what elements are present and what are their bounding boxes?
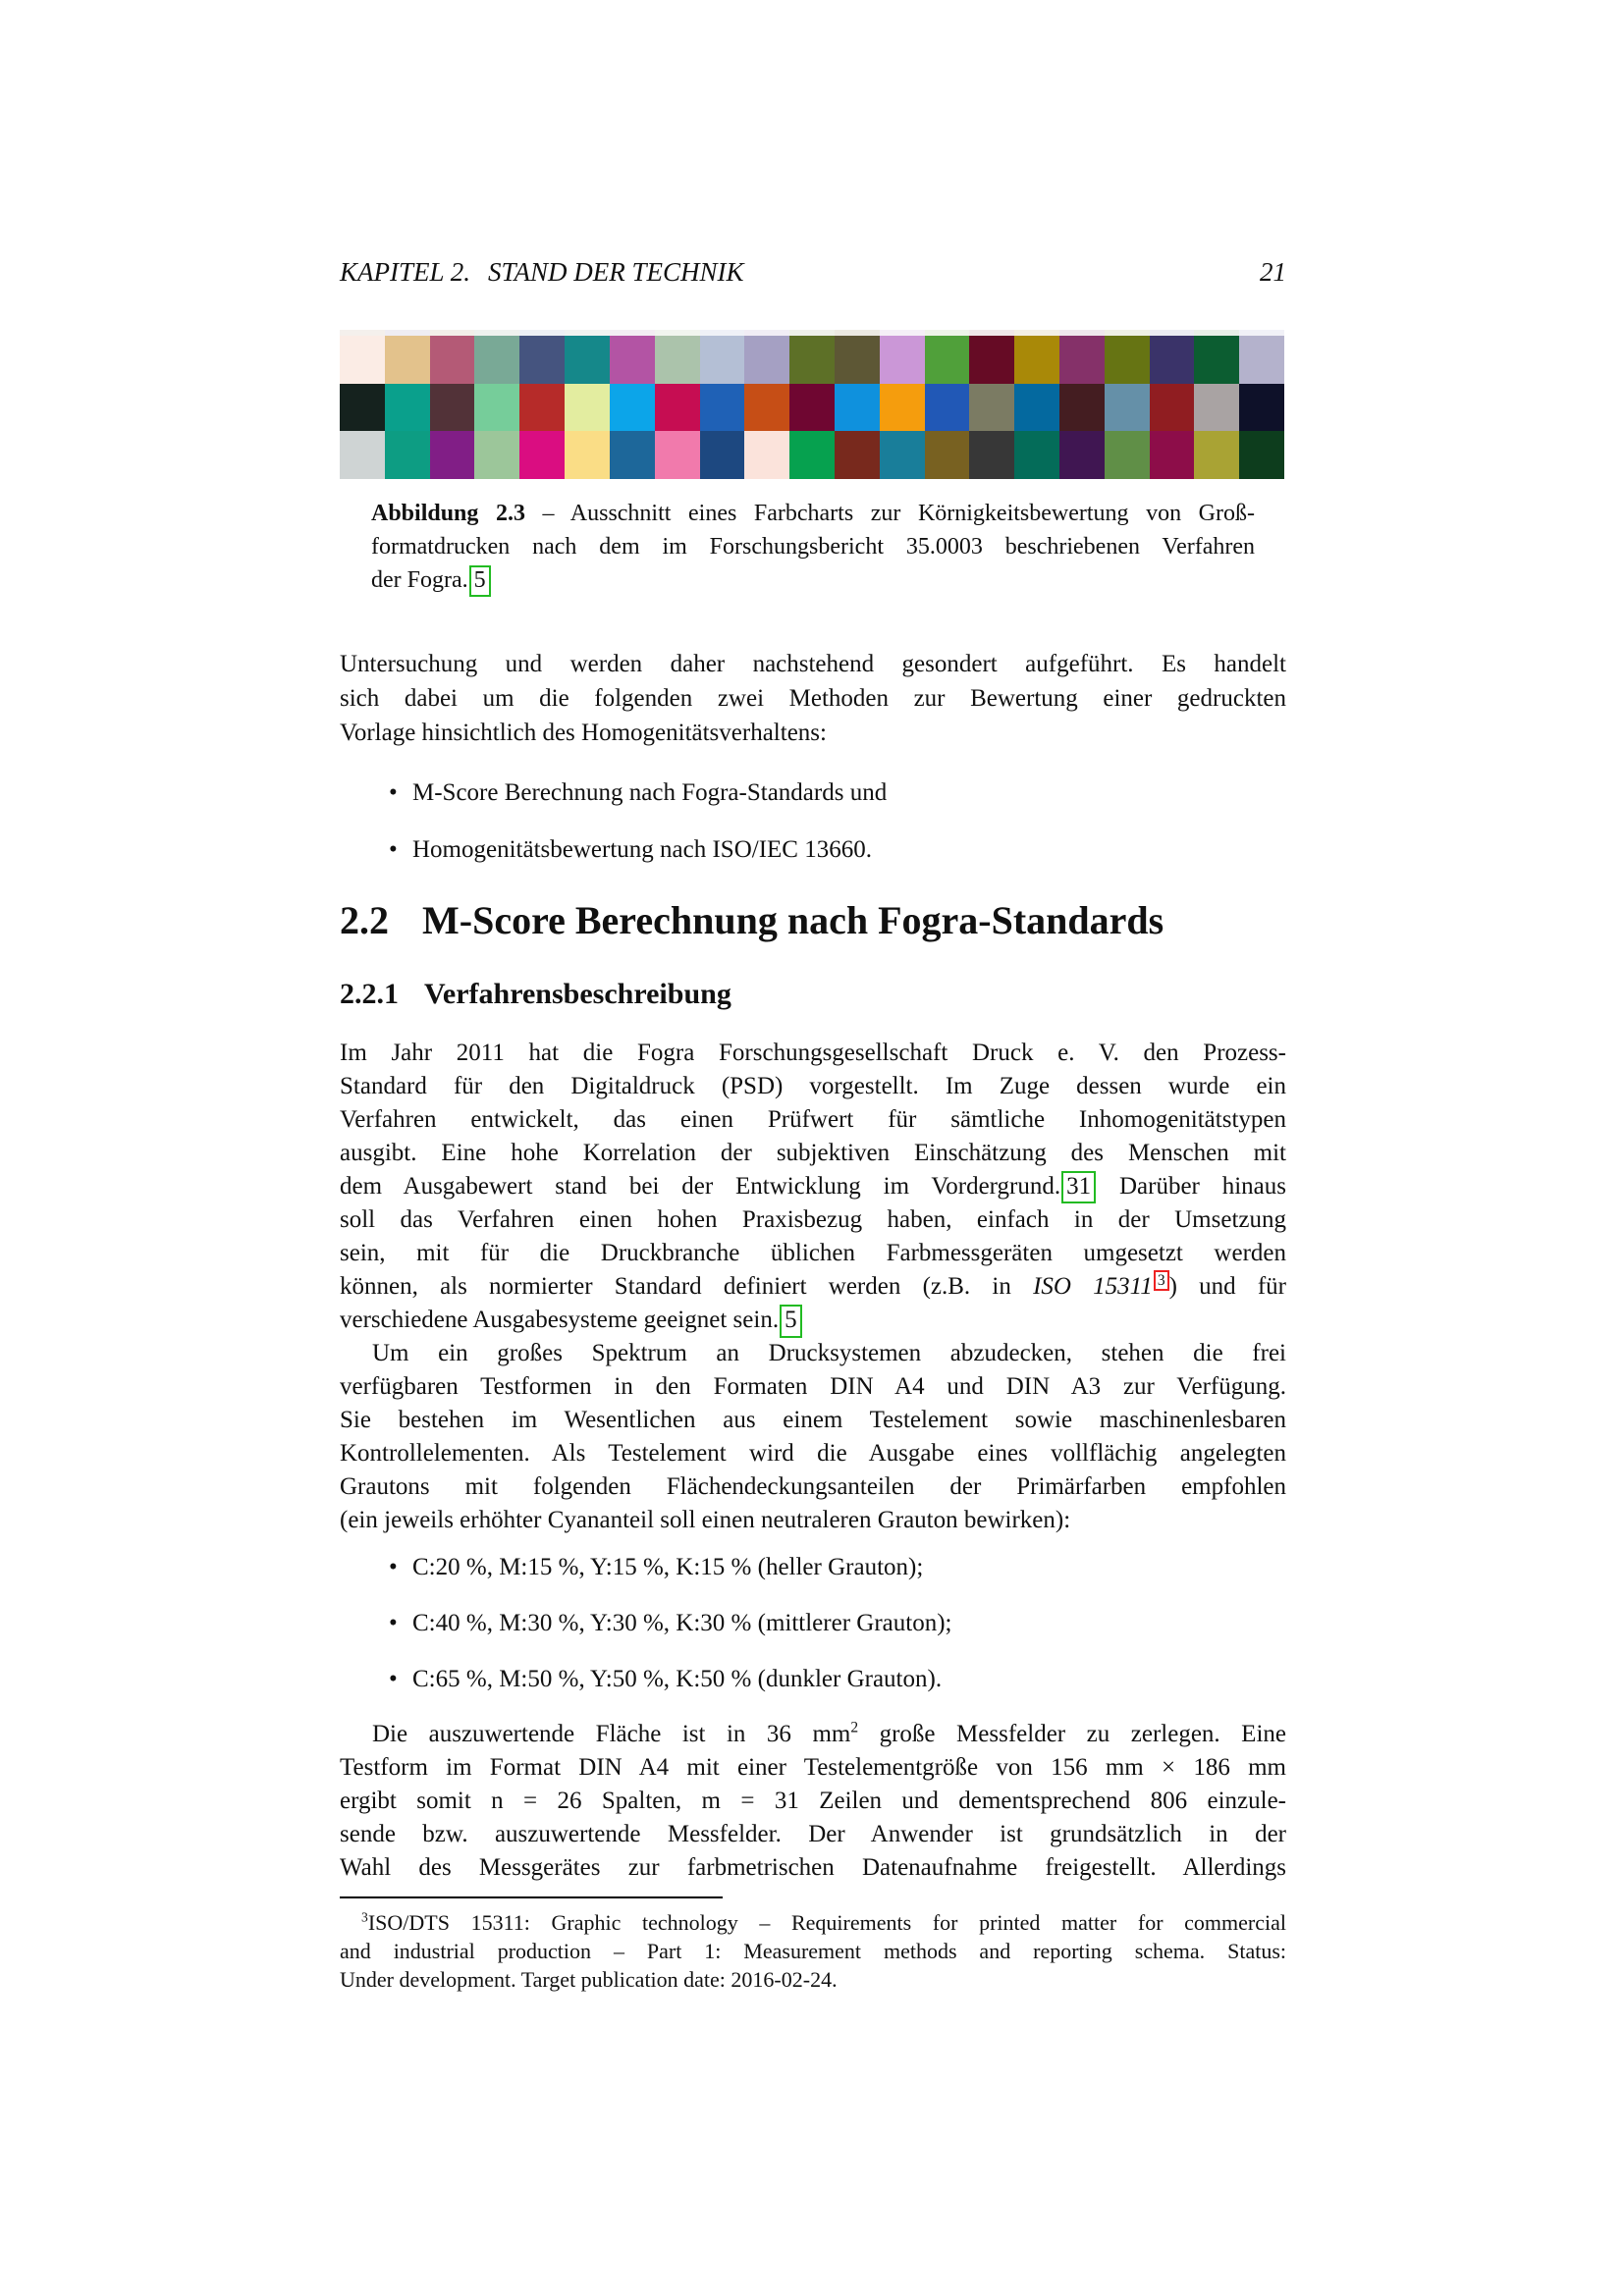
- text-line: [371, 530, 1255, 563]
- text-line: [340, 716, 1286, 750]
- color-swatch: [430, 384, 475, 432]
- text: Standard für den Digitaldruck (PSD) vorgestellt. Im Zuge dessen wurde ein: [340, 1073, 1286, 1099]
- color-swatch: [385, 431, 430, 479]
- bullet-icon: •: [389, 1610, 398, 1636]
- text-line: [340, 1137, 1286, 1170]
- bullet-icon: •: [389, 1554, 398, 1580]
- color-swatch: [1239, 431, 1284, 479]
- color-swatch: [880, 431, 925, 479]
- text-line: [340, 1103, 1286, 1137]
- color-swatch: [1059, 431, 1105, 479]
- subsection-heading: [340, 978, 1286, 1010]
- list-item: [340, 1551, 1286, 1584]
- page-number: 21: [1260, 257, 1286, 287]
- text-line: [340, 1908, 1286, 1937]
- text-line: [340, 1818, 1286, 1851]
- color-swatch: [385, 336, 430, 384]
- text: Kontrollelementen. Als Testelement wird die Ausgabe eines vollflächig angelegten: [340, 1440, 1286, 1467]
- text: ) und für: [1168, 1273, 1286, 1301]
- color-swatch: [340, 431, 385, 479]
- color-swatch: [925, 336, 970, 384]
- text: formatdrucken nach dem im Forschungsbericht 35.0003 beschriebenen Verfahren: [371, 534, 1255, 560]
- text-line: [340, 681, 1286, 716]
- color-swatch: [655, 431, 700, 479]
- text: – Ausschnitt eines Farbcharts zur Körnigkeitsbewertung von Groß-: [524, 501, 1255, 526]
- color-swatch: [1014, 431, 1059, 479]
- paragraph-messfelder: [340, 1718, 1286, 1885]
- text-line: [340, 1751, 1286, 1785]
- color-swatch: [1239, 336, 1284, 384]
- text: Im Jahr 2011 hat die Fogra Forschungsgesellschaft Druck e. V. den Prozess-: [340, 1040, 1286, 1066]
- text-line: [340, 1203, 1286, 1237]
- color-swatch: [925, 384, 970, 432]
- citation-link[interactable]: 5: [780, 1305, 802, 1337]
- grauton-list: [340, 1551, 1286, 1719]
- color-swatch: [835, 431, 880, 479]
- text: Untersuchung und werden daher nachstehend gesondert aufgeführt. Es handelt: [340, 651, 1286, 677]
- color-swatch: [700, 384, 745, 432]
- section-number: 2.2: [340, 898, 389, 942]
- color-chart-row-3: [340, 431, 1284, 479]
- text: verfügbaren Testformen in den Formaten DIN A4 und DIN A3 zur Verfügung.: [340, 1373, 1286, 1400]
- color-swatch: [610, 431, 655, 479]
- color-swatch: [1014, 384, 1059, 432]
- section-title: M-Score Berechnung nach Fogra-Standards: [422, 898, 1164, 942]
- text-line: [340, 1965, 1286, 1994]
- color-swatch: [1239, 384, 1284, 432]
- color-swatch: [700, 336, 745, 384]
- chapter-number: KAPITEL 2.: [340, 257, 471, 287]
- text-line: [340, 1437, 1286, 1470]
- color-swatch: [1059, 336, 1105, 384]
- text-line: [340, 1337, 1286, 1370]
- text-line: [340, 1270, 1286, 1304]
- text: Verfahren entwickelt, das einen Prüfwert für sämtliche Inhomogenitätstypen: [340, 1106, 1286, 1133]
- color-swatch: [1194, 336, 1239, 384]
- text: können, als normierter Standard definiert werden (z.B. in: [340, 1273, 1034, 1301]
- text: große Messfelder zu zerlegen. Eine: [858, 1721, 1286, 1747]
- text-line: [340, 1170, 1286, 1203]
- method-list: [340, 776, 1286, 890]
- paragraph-verfahren: [340, 1037, 1286, 1338]
- text-line: [340, 1037, 1286, 1070]
- color-swatch: [1150, 384, 1195, 432]
- text-line: [371, 497, 1255, 530]
- color-swatch: [519, 336, 565, 384]
- text: sich dabei um die folgenden zwei Methoden zur Bewertung einer gedruckten: [340, 685, 1286, 712]
- text: Vorlage hinsichtlich des Homogenitätsverhaltens:: [340, 720, 827, 746]
- color-swatch: [969, 384, 1014, 432]
- color-swatch: [880, 384, 925, 432]
- text-line: [340, 1304, 1286, 1337]
- text-line: [340, 1237, 1286, 1270]
- color-swatch: [565, 384, 610, 432]
- color-swatch: [430, 336, 475, 384]
- paragraph-testformen: [340, 1337, 1286, 1537]
- section-heading: [340, 899, 1286, 942]
- text: sende bzw. auszuwertende Messfelder. Der Anwender ist grundsätzlich in der: [340, 1821, 1286, 1847]
- text: sein, mit für die Druckbranche üblichen Farbmessgeräten umgesetzt werden: [340, 1240, 1286, 1267]
- text: Darüber hinaus: [1097, 1173, 1286, 1200]
- text: dem Ausgabewert stand bei der Entwicklung im Vordergrund.: [340, 1173, 1061, 1200]
- color-swatch: [430, 431, 475, 479]
- footnote-link[interactable]: 3: [1154, 1270, 1169, 1291]
- text: Um ein großes Spektrum an Drucksystemen abzudecken, stehen die frei: [372, 1340, 1286, 1366]
- bullet-icon: •: [389, 836, 398, 863]
- text-line: [340, 1504, 1286, 1537]
- list-item-text: C:65 %, M:50 %, Y:50 %, K:50 % (dunkler Grauton).: [412, 1666, 943, 1692]
- color-swatch: [835, 336, 880, 384]
- color-swatch: [835, 384, 880, 432]
- color-swatch: [1194, 384, 1239, 432]
- color-swatch: [789, 336, 835, 384]
- color-swatch: [519, 384, 565, 432]
- color-swatch: [744, 336, 789, 384]
- color-swatch: [744, 431, 789, 479]
- list-item: [340, 833, 1286, 867]
- list-item: [340, 1663, 1286, 1696]
- color-swatch: [1105, 336, 1150, 384]
- text-line: [340, 1070, 1286, 1103]
- text: ISO/DTS 15311: Graphic technology – Requirements for printed matter for commercial: [367, 1910, 1286, 1935]
- bullet-icon: •: [389, 1666, 398, 1692]
- list-item: [340, 1607, 1286, 1640]
- color-swatch: [880, 336, 925, 384]
- color-swatch: [969, 431, 1014, 479]
- text-line: [340, 1851, 1286, 1885]
- text-line: [340, 1470, 1286, 1504]
- subsection-number: 2.2.1: [340, 978, 399, 1010]
- citation-link[interactable]: 31: [1061, 1171, 1096, 1203]
- color-swatch: [1194, 431, 1239, 479]
- list-item-text: Homogenitätsbewertung nach ISO/IEC 13660.: [412, 836, 872, 863]
- text-line: [340, 647, 1286, 681]
- bullet-icon: •: [389, 779, 398, 806]
- color-swatch: [969, 336, 1014, 384]
- text-line: [340, 1785, 1286, 1818]
- color-swatch: [610, 336, 655, 384]
- color-swatch: [1150, 336, 1195, 384]
- text: der Fogra.: [371, 567, 468, 593]
- color-chart-row-2: [340, 384, 1284, 432]
- color-swatch: [1150, 431, 1195, 479]
- list-item-text: C:40 %, M:30 %, Y:30 %, K:30 % (mittlerer Grauton);: [412, 1610, 952, 1636]
- color-swatch: [474, 431, 519, 479]
- color-chart-figure: [340, 330, 1284, 479]
- superscript: 2: [850, 1719, 859, 1736]
- italic-text: ISO 15311: [1033, 1273, 1153, 1301]
- text: ergibt somit n = 26 Spalten, m = 31 Zeilen und dementsprechend 806 einzule-: [340, 1788, 1286, 1814]
- color-swatch: [744, 384, 789, 432]
- text: Die auszuwertende Fläche ist in 36 mm: [372, 1721, 851, 1747]
- color-swatch: [655, 336, 700, 384]
- color-swatch: [519, 431, 565, 479]
- color-swatch: [610, 384, 655, 432]
- text: and industrial production – Part 1: Measurement methods and reporting schema. Status:: [340, 1939, 1286, 1963]
- subsection-title: Verfahrensbeschreibung: [424, 978, 731, 1010]
- text: Sie bestehen im Wesentlichen aus einem Testelement sowie maschinenlesbaren: [340, 1407, 1286, 1433]
- running-header: [340, 257, 1286, 288]
- color-swatch: [925, 431, 970, 479]
- color-swatch: [1105, 431, 1150, 479]
- color-swatch: [789, 384, 835, 432]
- footnote-rule: [340, 1896, 723, 1898]
- color-swatch: [700, 431, 745, 479]
- figure-caption: [371, 497, 1255, 597]
- color-swatch: [789, 431, 835, 479]
- paragraph-intro: [340, 647, 1286, 750]
- superscript: 3: [361, 1909, 368, 1925]
- text-line: [340, 1718, 1286, 1751]
- text-line: [371, 563, 1255, 597]
- color-swatch: [474, 384, 519, 432]
- chapter-title: STAND DER TECHNIK: [488, 257, 744, 287]
- list-item-text: M-Score Berechnung nach Fogra-Standards und: [412, 779, 888, 806]
- text: verschiedene Ausgabesysteme geeignet sein.: [340, 1307, 780, 1334]
- color-swatch: [340, 336, 385, 384]
- text-line: [340, 1370, 1286, 1404]
- color-swatch: [385, 384, 430, 432]
- color-chart-row-1: [340, 336, 1284, 384]
- text-line: [340, 1404, 1286, 1437]
- list-item: [340, 776, 1286, 810]
- text: ausgibt. Eine hohe Korrelation der subjektiven Einschätzung des Menschen mit: [340, 1140, 1286, 1166]
- color-swatch: [340, 384, 385, 432]
- color-swatch: [655, 384, 700, 432]
- color-swatch: [1105, 384, 1150, 432]
- text: Testform im Format DIN A4 mit einer Testelementgröße von 156 mm × 186 mm: [340, 1754, 1286, 1781]
- citation-link[interactable]: 5: [469, 565, 491, 597]
- color-swatch: [565, 336, 610, 384]
- color-swatch: [1059, 384, 1105, 432]
- color-swatch: [474, 336, 519, 384]
- text: Grautons mit folgenden Flächendeckungsanteilen der Primärfarben empfohlen: [340, 1473, 1286, 1500]
- bold-text: Abbildung 2.3: [371, 501, 525, 526]
- text: soll das Verfahren einen hohen Praxisbezug haben, einfach in der Umsetzung: [340, 1206, 1286, 1234]
- text-line: [340, 1937, 1286, 1965]
- chapter-header: [340, 257, 744, 288]
- list-item-text: C:20 %, M:15 %, Y:15 %, K:15 % (heller Grauton);: [412, 1554, 924, 1580]
- color-swatch: [565, 431, 610, 479]
- footnote-text: [340, 1908, 1286, 1994]
- text: Under development. Target publication date: 2016-02-24.: [340, 1967, 838, 1992]
- color-swatch: [1014, 336, 1059, 384]
- text: (ein jeweils erhöhter Cyananteil soll einen neutraleren Grauton bewirken):: [340, 1507, 1071, 1533]
- text: Wahl des Messgerätes zur farbmetrischen Datenaufnahme freigestellt. Allerdings: [340, 1854, 1286, 1881]
